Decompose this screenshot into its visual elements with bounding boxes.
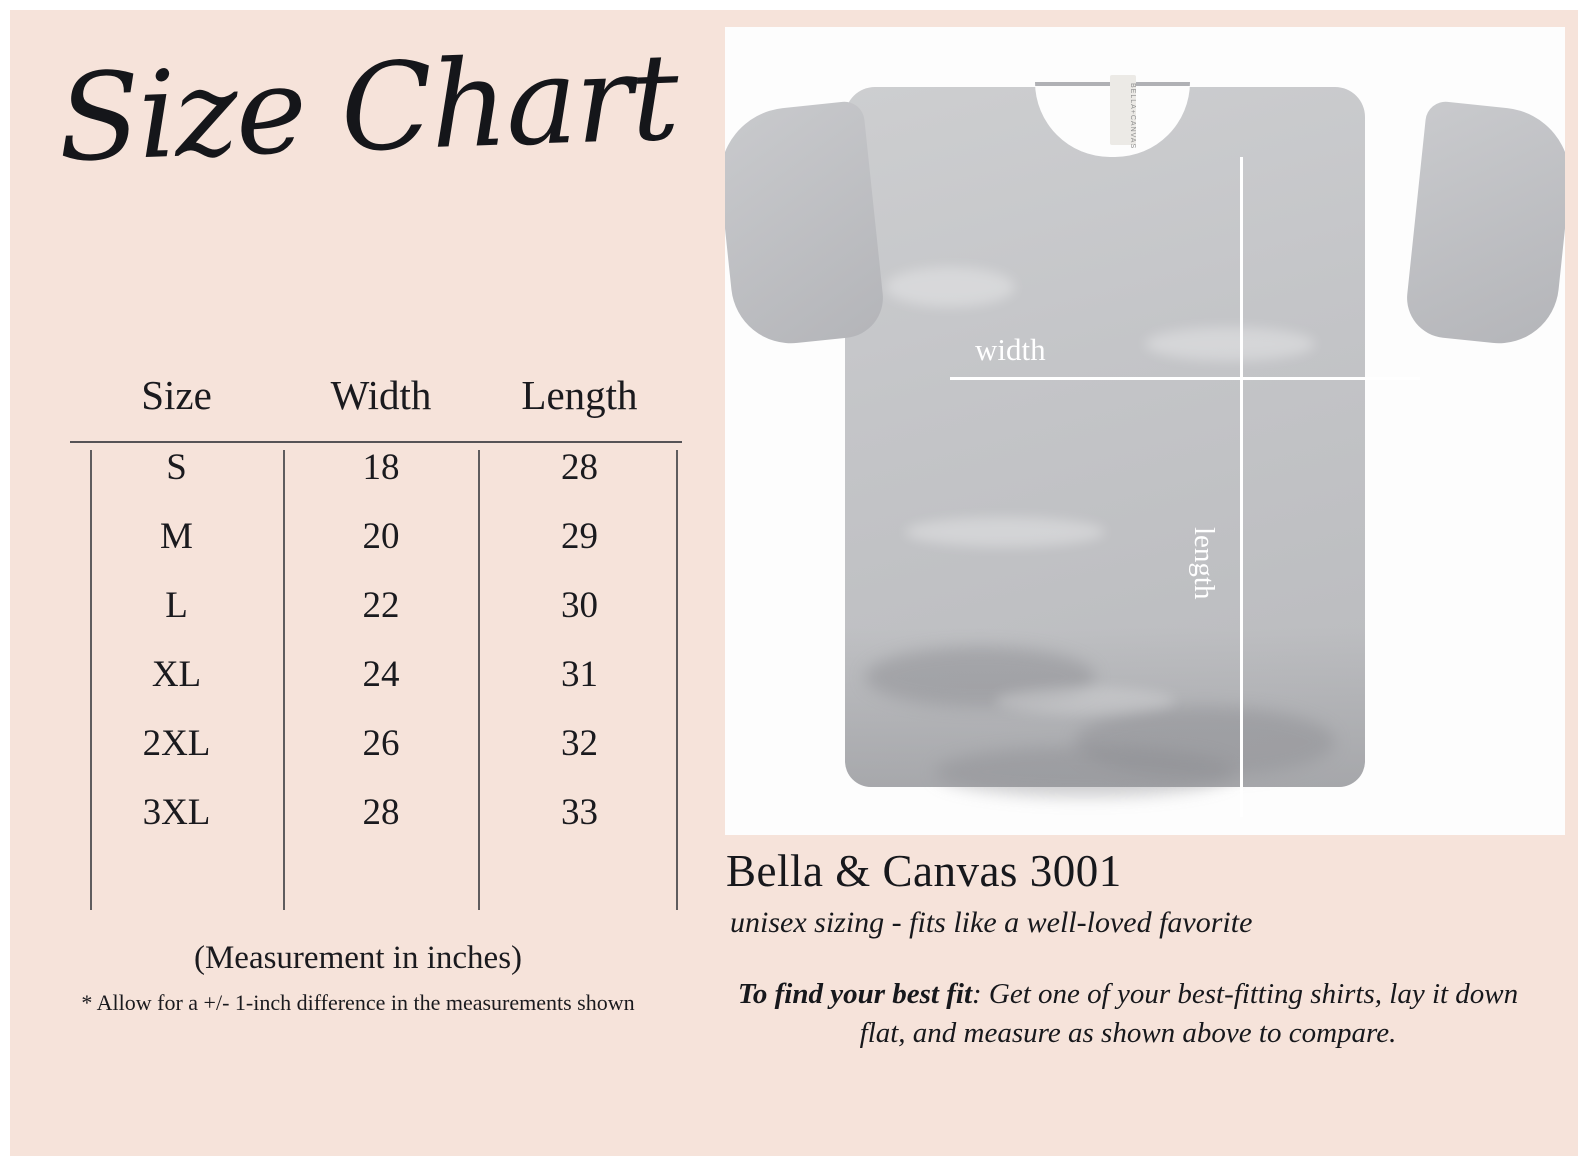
table-row — [70, 640, 680, 709]
table-row — [70, 709, 680, 778]
cell-length: 28 — [561, 447, 598, 488]
tshirt-left-sleeve — [725, 100, 887, 349]
column-header-width: Width — [330, 372, 432, 418]
cell-size: L — [165, 585, 188, 626]
brand-tag: BELLA+CANVAS — [1110, 75, 1136, 145]
cell-length: 31 — [561, 654, 598, 695]
brand-subtitle: unisex sizing - fits like a well-loved favorite — [730, 906, 1253, 939]
size-table — [70, 370, 680, 847]
table-row — [70, 571, 680, 640]
fit-instructions-text: : Get one of your best-fitting shirts, lay it down flat, and measure as shown above to compare. — [859, 978, 1519, 1050]
cell-length: 32 — [561, 723, 598, 764]
cell-width: 28 — [362, 792, 400, 833]
cell-width: 24 — [362, 654, 400, 695]
measurement-units-note: (Measurement in inches) — [193, 940, 523, 976]
cell-size: XL — [151, 654, 202, 695]
tshirt-photo — [725, 27, 1565, 835]
fit-instructions — [722, 975, 1534, 1053]
width-measure-label: width — [975, 332, 1046, 367]
tshirt-right-sleeve — [1403, 100, 1565, 349]
table-row — [70, 433, 680, 502]
right-panel — [722, 0, 1588, 1166]
cell-size: 2XL — [142, 723, 211, 764]
table-header-row — [70, 370, 680, 433]
cell-size: M — [160, 516, 193, 557]
measurement-tolerance-note: * Allow for a +/- 1-inch difference in the measurements shown — [81, 990, 635, 1015]
length-measure-line — [1240, 157, 1243, 817]
width-measure-line — [950, 377, 1420, 380]
cell-length: 29 — [561, 516, 598, 557]
column-header-length: Length — [521, 372, 638, 418]
cell-length: 33 — [561, 792, 598, 833]
cell-length: 30 — [561, 585, 598, 626]
table-row — [70, 502, 680, 571]
cell-width: 18 — [362, 447, 400, 488]
table-row — [70, 778, 680, 847]
cell-size: 3XL — [142, 792, 211, 833]
cell-size: S — [166, 447, 187, 488]
left-panel — [0, 0, 716, 1166]
tshirt-body-shape — [845, 87, 1365, 787]
fit-instructions-heading: To find your best fit — [737, 978, 973, 1010]
column-header-size: Size — [141, 372, 212, 418]
length-measure-label: length — [1188, 527, 1220, 600]
cell-width: 22 — [362, 585, 400, 626]
page-title: Size Chart — [55, 28, 680, 189]
cell-width: 20 — [362, 516, 400, 557]
brand-title: Bella & Canvas 3001 — [726, 846, 1122, 896]
cell-width: 26 — [362, 723, 400, 764]
